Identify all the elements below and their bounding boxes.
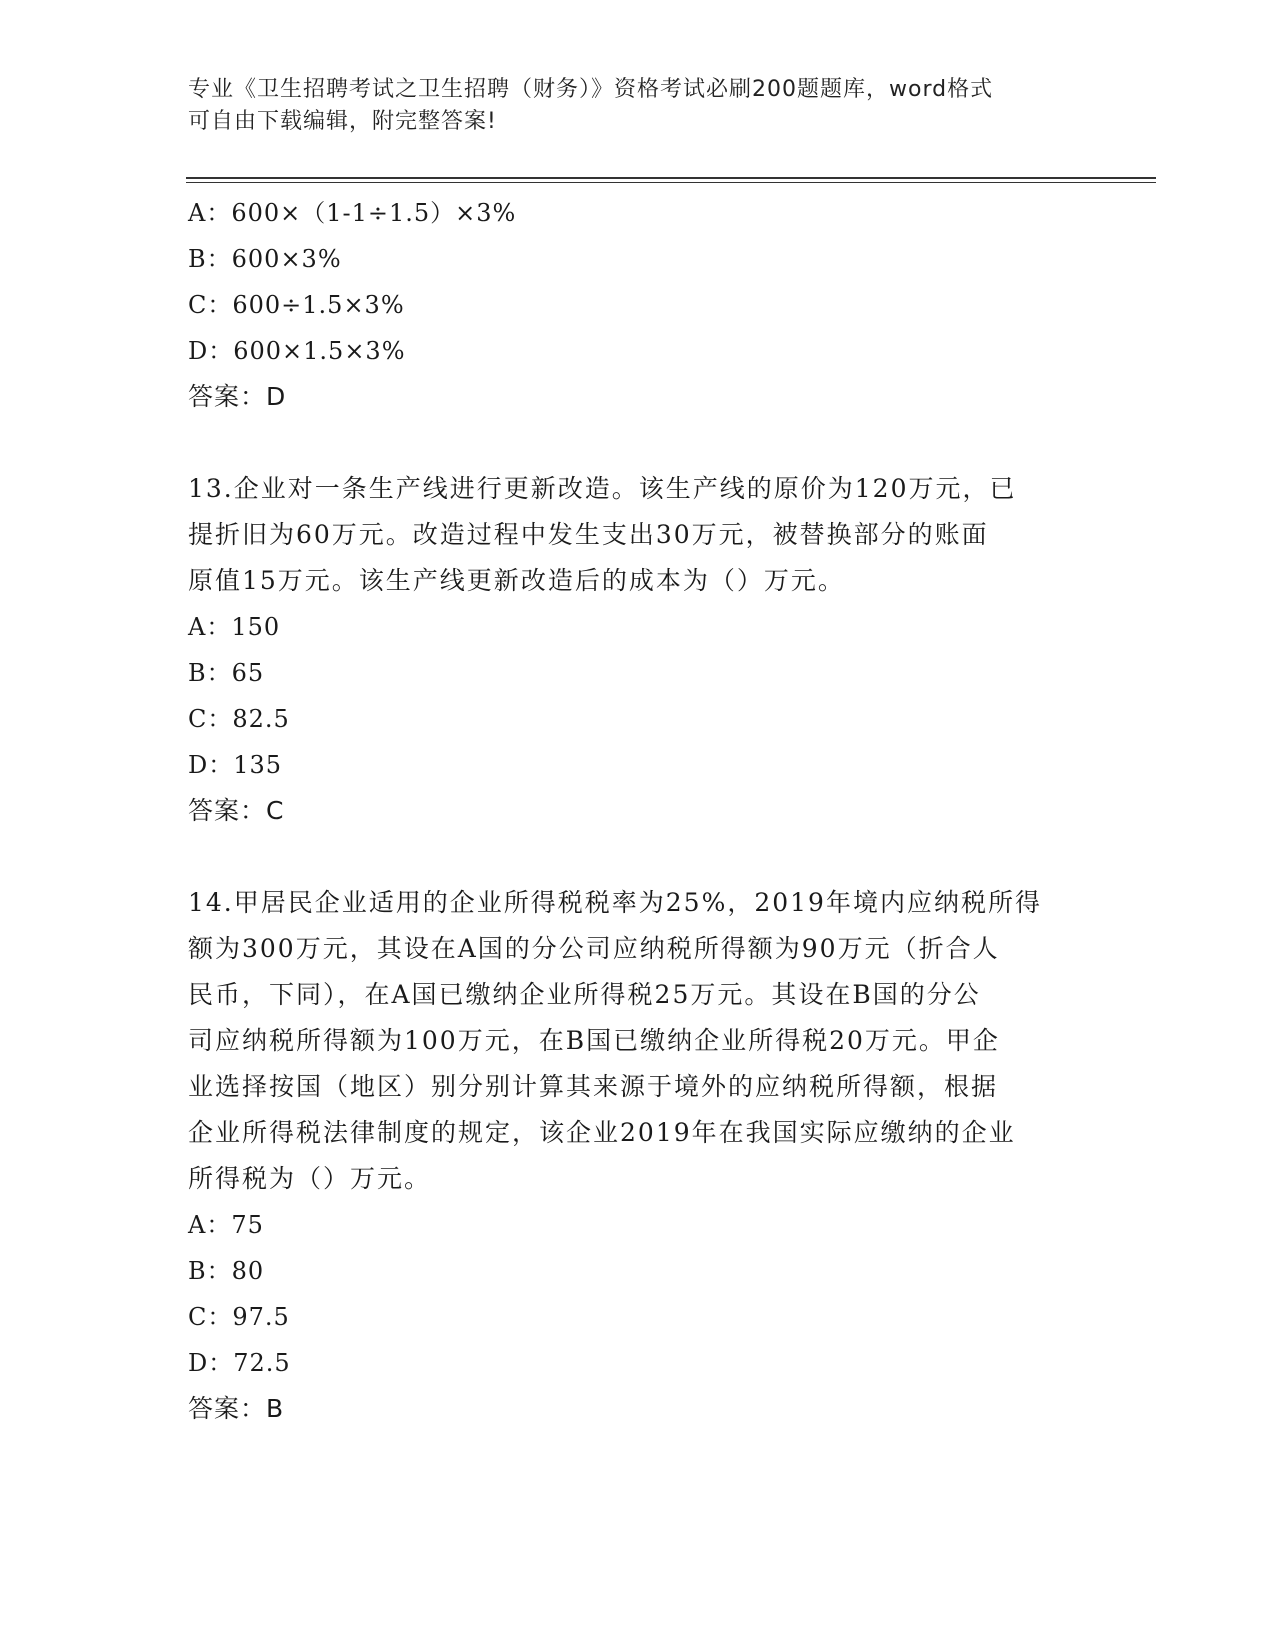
question-13 bbox=[188, 466, 1088, 834]
spacer bbox=[188, 420, 1088, 466]
option-c: C：82.5 bbox=[188, 705, 290, 733]
answer-line: 答案：B bbox=[188, 1394, 285, 1423]
stem-line: 企业所得税法律制度的规定，该企业2019年在我国实际应缴纳的企业 bbox=[188, 1118, 1016, 1147]
header-divider-thin bbox=[186, 182, 1156, 183]
answer-line: 答案：C bbox=[188, 796, 285, 825]
question-12-continued bbox=[188, 190, 1088, 420]
option-b: B：80 bbox=[188, 1257, 265, 1285]
stem-line: 额为300万元，其设在A国的分公司应纳税所得额为90万元（折合人 bbox=[188, 934, 1000, 963]
stem-line: 所得税为（）万元。 bbox=[188, 1164, 432, 1193]
stem-line: 业选择按国（地区）别分别计算其来源于境外的应纳税所得额，根据 bbox=[188, 1072, 999, 1101]
option-a: A：600×（1-1÷1.5）×3% bbox=[188, 199, 517, 227]
option-d: D：135 bbox=[188, 751, 283, 779]
option-c: C：97.5 bbox=[188, 1303, 290, 1331]
stem-line: 14.甲居民企业适用的企业所得税税率为25%，2019年境内应纳税所得 bbox=[188, 888, 1042, 917]
question-stem bbox=[188, 466, 1068, 604]
answer-line: 答案：D bbox=[188, 382, 287, 411]
question-list bbox=[188, 190, 1088, 1432]
question-14 bbox=[188, 880, 1088, 1432]
option-b: B：65 bbox=[188, 659, 265, 687]
stem-line: 原值15万元。该生产线更新改造后的成本为（）万元。 bbox=[188, 566, 845, 595]
stem-line: 13.企业对一条生产线进行更新改造。该生产线的原价为120万元，已 bbox=[188, 474, 1017, 503]
option-d: D：600×1.5×3% bbox=[188, 337, 406, 365]
stem-line: 民币，下同），在A国已缴纳企业所得税25万元。其设在B国的分公 bbox=[188, 980, 981, 1009]
stem-line: 提折旧为60万元。改造过程中发生支出30万元，被替换部分的账面 bbox=[188, 520, 989, 549]
option-a: A：75 bbox=[188, 1211, 264, 1239]
option-d: D：72.5 bbox=[188, 1349, 291, 1377]
header-divider bbox=[186, 177, 1156, 179]
document-header bbox=[188, 74, 1068, 138]
option-c: C：600÷1.5×3% bbox=[188, 291, 405, 319]
option-a: A：150 bbox=[188, 613, 281, 641]
question-stem bbox=[188, 880, 1068, 1202]
option-b: B：600×3% bbox=[188, 245, 342, 273]
stem-line: 司应纳税所得额为100万元，在B国已缴纳企业所得税20万元。甲企 bbox=[188, 1026, 1000, 1055]
header-line: 可自由下载编辑，附完整答案! bbox=[188, 109, 497, 134]
spacer bbox=[188, 834, 1088, 880]
header-line: 专业《卫生招聘考试之卫生招聘（财务）》资格考试必刷200题题库，word格式 bbox=[188, 77, 994, 102]
